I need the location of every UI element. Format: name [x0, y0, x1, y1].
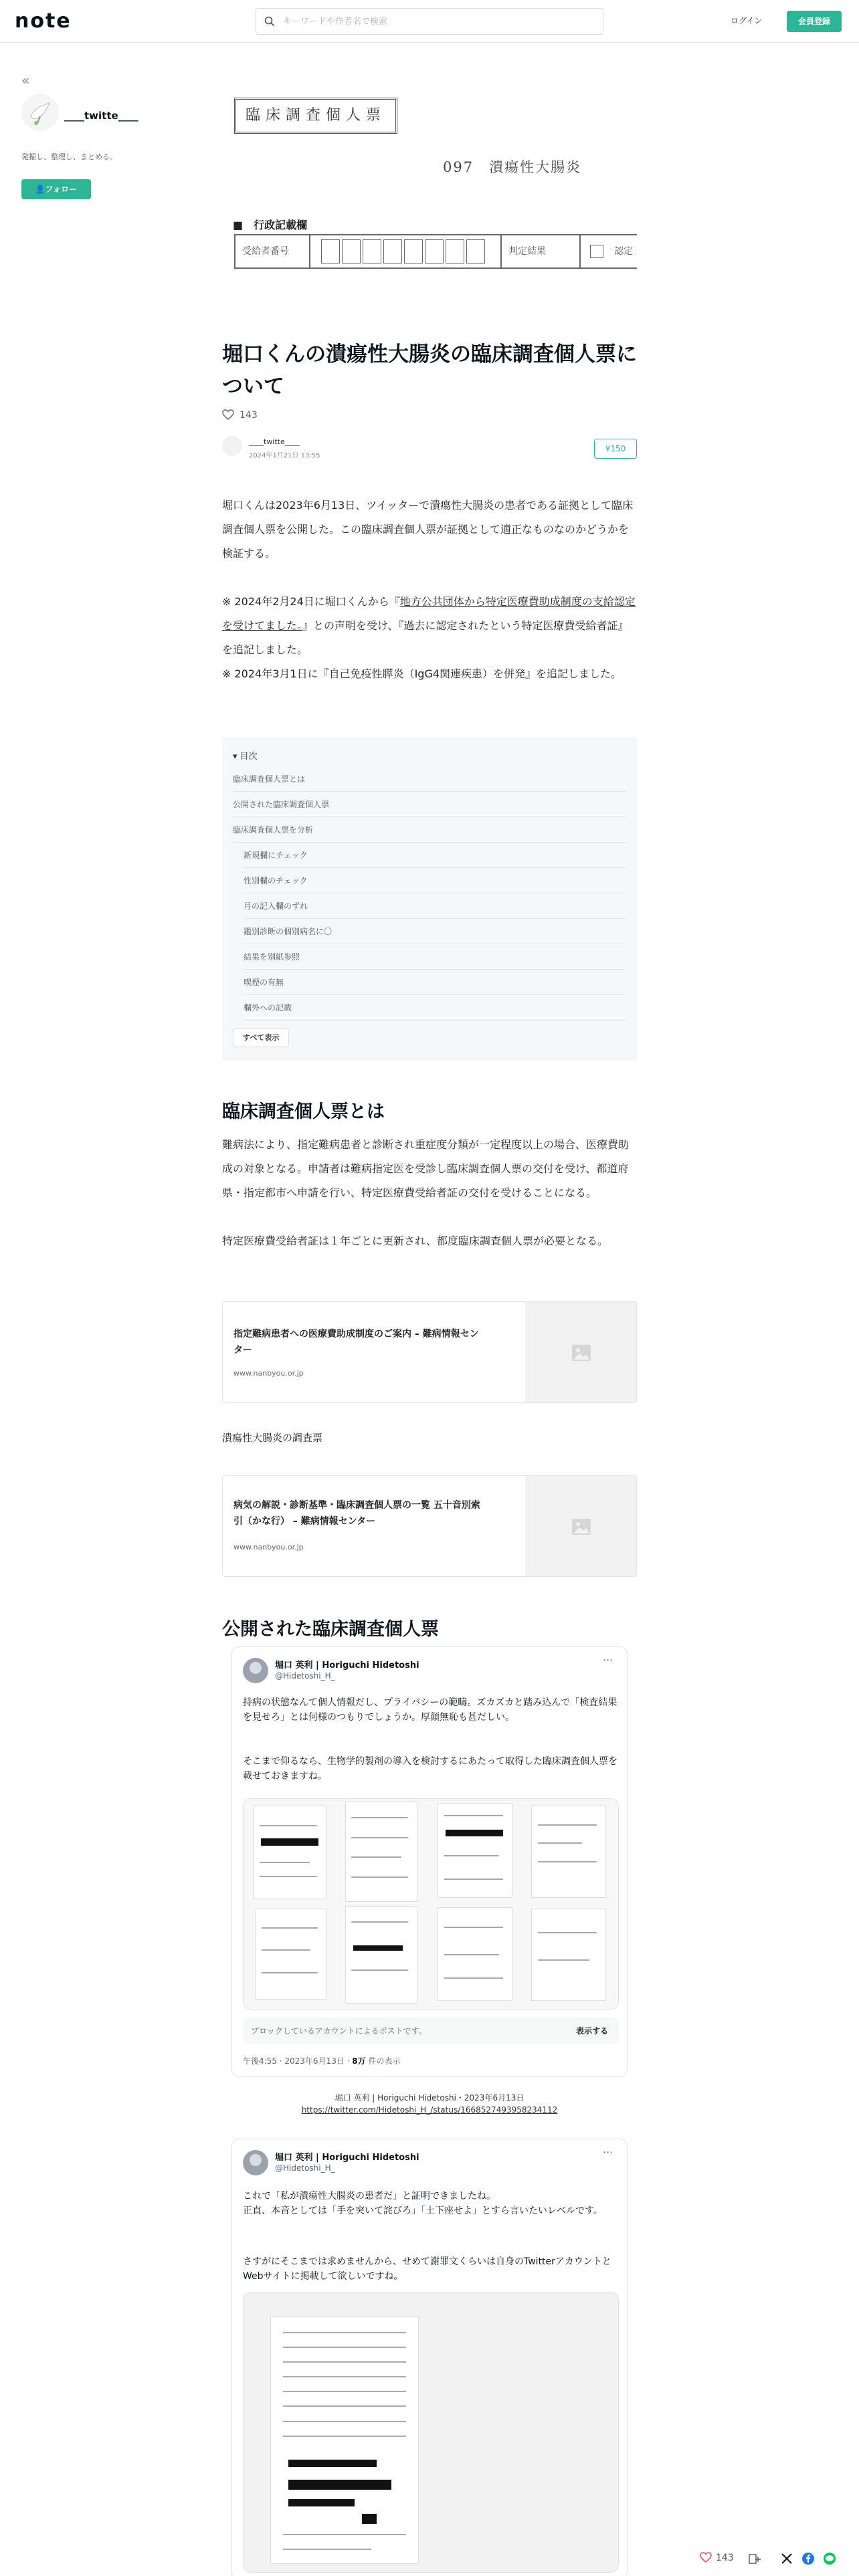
image-placeholder-icon [571, 1516, 592, 1537]
tweet-meta[interactable] [243, 2055, 400, 2066]
tweet-avatar[interactable] [243, 2150, 268, 2175]
add-user-icon: 👤 [35, 185, 45, 194]
document-thumbnail [438, 1803, 512, 1898]
heart-icon [222, 409, 234, 420]
toc-subitem[interactable]: 喫煙の有無 [244, 970, 626, 995]
follow-button[interactable] [21, 179, 91, 199]
link-card[interactable] [222, 1301, 637, 1403]
bottom-like-button[interactable] [700, 2552, 734, 2563]
note-logo[interactable]: note [15, 9, 72, 33]
toc-subitem[interactable]: 鑑別診断の個別病名に〇 [244, 919, 626, 944]
section1-body: 難病法により、指定難病患者と診断され重症度分類が一定程度以上の場合、医療費助成の対象となる。申請者は難病指定医を受診し臨床調査個人票の交付を受け、都道府県・指定都市へ申請を行い、特定医療費受給者証の交付を受けることになる。 [222, 1138, 630, 1199]
document-thumbnail [253, 1806, 326, 1899]
survey-form-label: 潰瘍性大腸炎の調査票 [222, 1432, 323, 1444]
section-heading: 公開された臨床調査個人票 [222, 1619, 439, 1640]
collapse-sidebar-icon[interactable]: « [21, 72, 30, 88]
toc-item[interactable]: 臨床調査個人票とは [233, 766, 626, 792]
caption-link[interactable]: https://twitter.com/Hidetoshi_H_/status/1668527493958234112 [301, 2105, 558, 2115]
tweet-media-grid[interactable] [243, 1798, 619, 2010]
note1-pre: ※ 2024年2月24日に堀口くんから『 [222, 595, 400, 608]
update-note-1 [222, 590, 637, 662]
byline-date: 2024年1月21日 13:55 [249, 452, 320, 459]
hero-number-cells [321, 239, 487, 266]
x-twitter-icon[interactable] [780, 2552, 793, 2565]
bottom-action-bar [696, 2547, 859, 2571]
heart-icon [700, 2552, 712, 2563]
toc-item[interactable]: 臨床調査個人票を分析 [233, 817, 626, 843]
caption-source: 堀口 英利 | Horiguchi Hidetoshi・2023年6月13日 [335, 2093, 524, 2103]
image-placeholder-icon [571, 1342, 592, 1364]
toc-heading: 目次 [240, 752, 258, 762]
tweet-views: 8万 [352, 2056, 366, 2066]
price-badge[interactable]: ¥150 [594, 439, 637, 459]
toc-header[interactable] [233, 749, 258, 762]
toc-subitem[interactable]: 性別欄のチェック [244, 868, 626, 893]
link-card-thumbnail [525, 1476, 637, 1577]
tweet-media[interactable] [243, 2292, 619, 2573]
link-card-url: www.nanbyou.or.jp [233, 1369, 304, 1378]
document-thumbnail [438, 1907, 512, 2001]
bottom-like-count: 143 [716, 2553, 734, 2563]
blocked-text: ブロックしているアカウントによるポストです。 [251, 2026, 427, 2036]
tweet-time: 午後4:55 · 2023年6月13日 · [243, 2056, 353, 2066]
toc-item[interactable]: 公開された臨床調査個人票 [233, 792, 626, 817]
byline-name[interactable]: ____twitte____ [249, 437, 300, 446]
update-note-2: ※ 2024年3月1日に『自己免疫性膵炎（IgG4関連疾患）を併発』を追記しました。 [222, 667, 622, 680]
document-thumbnail [531, 1806, 606, 1898]
dove-icon [21, 94, 59, 131]
hero-image [222, 83, 637, 290]
byline-avatar[interactable] [222, 436, 242, 456]
show-button[interactable]: 表示する [575, 2026, 608, 2036]
facebook-icon[interactable] [801, 2552, 815, 2565]
tweet-text: さすがにそこまでは求めませんから、せめて謝罪文くらいは自身のTwitterアカウントとWebサイトに掲載して欲しいですね。 [243, 2256, 611, 2282]
signup-button[interactable]: 会員登録 [787, 11, 842, 32]
hero-disease-label: 097 潰瘍性大腸炎 [443, 159, 582, 175]
search-input[interactable] [283, 14, 591, 29]
link-card[interactable] [222, 1475, 637, 1577]
section1-body-2: 特定医療費受給者証は１年ごとに更新され、都度臨床調査個人票が必要となる。 [222, 1235, 608, 1247]
tweet-author-name[interactable]: 堀口 英利 | Horiguchi Hidetoshi [275, 2153, 419, 2163]
tweet-caption [222, 2092, 637, 2116]
toc-subitem[interactable]: 月の記入欄のずれ [244, 893, 626, 919]
hero-approve-label: 認定 [614, 246, 633, 257]
like-count-value: 143 [240, 410, 258, 421]
magazine-add-icon[interactable] [748, 2552, 761, 2565]
link-card-thumbnail [525, 1302, 637, 1403]
toc-show-all-button[interactable]: すべて表示 [233, 1029, 289, 1047]
toc-subitem[interactable]: 欄外への記載 [244, 995, 626, 1021]
document-thumbnail [270, 2317, 419, 2564]
sidebar-author-name[interactable]: ____twitte____ [64, 110, 138, 122]
link-card-title: 指定難病患者への医療費助成制度のご案内 – 難病情報センター [233, 1329, 479, 1356]
note1-post: 』との声明を受け、『過去に認定されたという特定医療費受給者証』を追記しました。 [222, 619, 629, 656]
more-options-icon[interactable]: ··· [603, 2146, 613, 2159]
section-heading: 臨床調査個人票とは [222, 1101, 385, 1122]
hero-checkbox [590, 245, 603, 258]
blocked-notice [243, 2018, 619, 2044]
search-box[interactable] [256, 8, 603, 35]
tweet-author-name[interactable]: 堀口 英利 | Horiguchi Hidetoshi [275, 1660, 419, 1671]
tweet-text: 持病の状態なんて個人情報だし、プライバシーの範疇。ズカズカと踏み込んで「検査結果を見せろ」とは何様のつもりでしょうか。厚顔無恥も甚だしい。 [243, 1697, 617, 1723]
link-card-url: www.nanbyou.or.jp [233, 1543, 304, 1551]
tweet-handle[interactable]: @Hidetoshi_H_ [275, 2163, 335, 2173]
search-icon [264, 16, 275, 27]
statement-link[interactable]: 地方公共団体から特定医療費助成制度の支給認定を受けてました。 [222, 595, 636, 632]
caret-down-icon: ▾ [233, 752, 240, 762]
tweet-text: これで「私が潰瘍性大腸炎の患者だ」と証明できましたね。 正直、本音としては「手を突いて詫びろ」「土下座せよ」とすら言いたいレベルです。 [243, 2191, 603, 2216]
link-card-title: 病気の解説・診断基準・臨床調査個人票の一覧 五十音別索引（かな行） – 難病情報センター [233, 1500, 480, 1527]
toc-subitem[interactable]: 新規欄にチェック [244, 843, 626, 868]
author-avatar[interactable] [21, 94, 59, 131]
login-link[interactable]: ログイン [731, 16, 763, 25]
table-of-contents [222, 737, 637, 1061]
hero-form-row [234, 234, 637, 269]
document-thumbnail [345, 1906, 417, 2004]
follow-label: フォロー [45, 185, 78, 194]
document-thumbnail [345, 1802, 417, 1902]
article-title: 堀口くんの潰瘍性大腸炎の臨床調査個人票について [222, 342, 637, 399]
hero-form-title: 臨床調査個人票 [234, 98, 397, 134]
embedded-tweet[interactable] [231, 2139, 628, 2576]
hero-judge-label: 判定結果 [500, 235, 581, 267]
tweet-handle[interactable]: @Hidetoshi_H_ [275, 1671, 335, 1681]
line-icon[interactable] [823, 2552, 836, 2565]
tweet-text: そこまで仰るなら、生物学的製剤の導入を検討するにあたって取得した臨床調査個人票を載せておきますね。 [243, 1756, 617, 1782]
top-header [0, 0, 859, 43]
toc-subitem[interactable]: 結果を別紙参照 [244, 944, 626, 970]
hero-receipt-label: 受給者番号 [235, 235, 310, 267]
tweet-views-label: 件の表示 [365, 2056, 401, 2066]
intro-paragraph: 堀口くんは2023年6月13日、ツイッターで潰瘍性大腸炎の患者である証拠として臨床調査個人票を公開した。この臨床調査個人票が証拠として適正なものなのかどうかを検証する。 [222, 499, 634, 560]
document-thumbnail [531, 1909, 606, 2001]
hero-section-label: ■ 行政記載欄 [233, 219, 308, 231]
author-tagline: 発掘し、整理し、まとめる。 [21, 152, 117, 161]
more-options-icon[interactable]: ··· [603, 1654, 613, 1667]
like-count[interactable] [222, 409, 258, 421]
embedded-tweet[interactable] [231, 1646, 628, 2077]
document-thumbnail [256, 1909, 326, 2000]
tweet-avatar[interactable] [243, 1658, 268, 1683]
